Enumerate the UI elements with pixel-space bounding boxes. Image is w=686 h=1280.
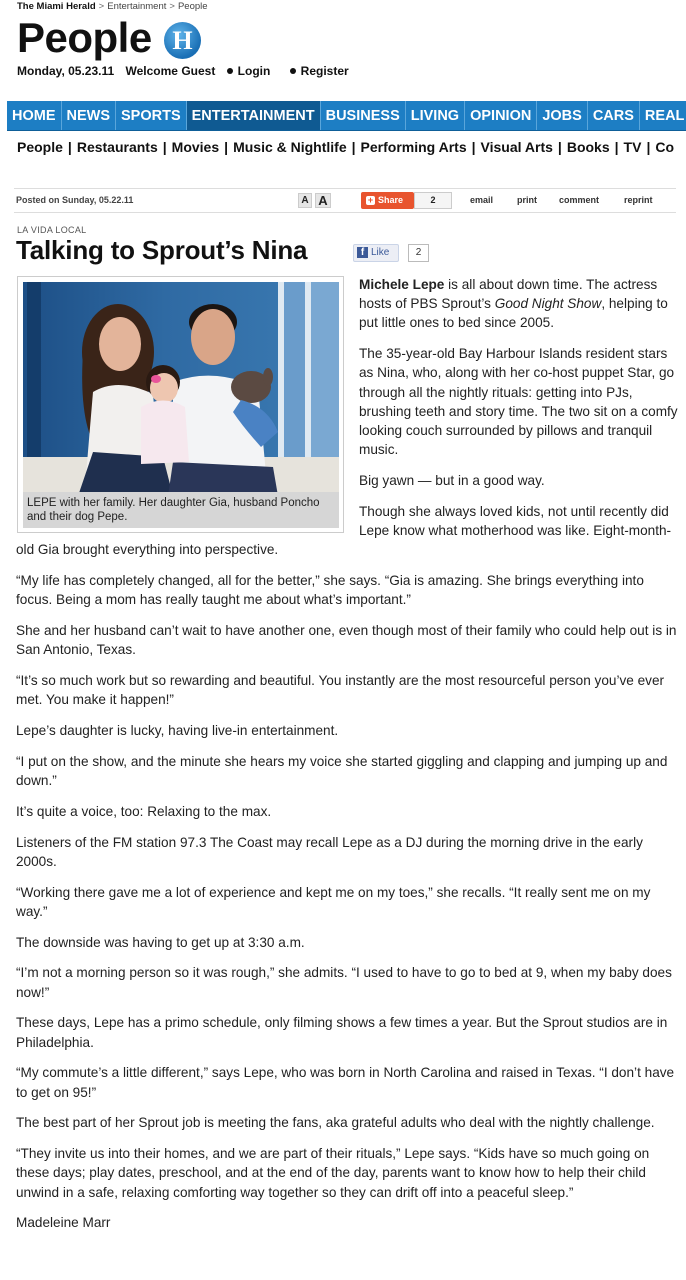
article-paragraph: The downside was having to get up at 3:30 a.m.: [16, 934, 305, 950]
subnav-restaurants[interactable]: Restaurants: [76, 139, 158, 155]
subnav-divider: |: [162, 139, 167, 155]
subnav-books[interactable]: Books: [566, 139, 610, 155]
article-paragraph: “I put on the show, and the minute she hears my voice she started giggling and clapping and jumping up and down.”: [16, 753, 668, 789]
article-paragraph: Though she always loved kids, not until recently did Lepe know what motherhood was like. Eight-month-old Gia brought everything into perspective.: [16, 503, 672, 558]
article-paragraph: “I’m not a morning person so it was rough,” she admits. “I used to have to go to bed at 9, when my baby does now!”: [16, 965, 672, 1000]
nav-news[interactable]: NEWS: [62, 101, 117, 130]
subnav-divider: |: [646, 139, 651, 155]
article-paragraph: “It’s so much work but so rewarding and beautiful. You instantly are the most resourceful person you’ve ever met. You make it happen!”: [16, 673, 665, 708]
article-paragraph: The best part of her Sprout job is meeting the fans, aka grateful adults who deal with the nightly challenge.: [16, 1115, 655, 1131]
subnav-divider: |: [471, 139, 476, 155]
article-paragraph: “Working there gave me a lot of experience and kept me on my toes,” she recalls. “It really sent me on my way.”: [16, 884, 651, 919]
breadcrumb-people-link[interactable]: People: [177, 1, 208, 12]
nav-home[interactable]: HOME: [7, 101, 62, 130]
nav-opinion[interactable]: OPINION: [465, 101, 537, 130]
article-paragraph: “My life has completely changed, all for the better,” she says. “Gia is amazing. She brings everything into focus. Being a mom has really taught me about what’s important.”: [16, 573, 644, 608]
share-button[interactable]: [361, 192, 414, 209]
article-paragraph: She and her husband can’t wait to have another one, even though most of their family who could help out is in San Antonio, Texas.: [16, 623, 677, 658]
article-paragraph: Lepe’s daughter is lucky, having live-in entertainment.: [16, 723, 339, 739]
subnav-divider: |: [614, 139, 619, 155]
share-count: 2: [414, 192, 452, 209]
sub-nav: [17, 139, 674, 155]
subnav-divider: |: [557, 139, 562, 155]
article-byline: Madeleine Marr: [16, 1215, 111, 1231]
nav-living[interactable]: LIVING: [406, 101, 465, 130]
subnav-people[interactable]: People: [17, 139, 63, 155]
subnav-movies[interactable]: Movies: [171, 139, 220, 155]
posted-date: Posted on Sunday, 05.22.11: [16, 195, 134, 205]
article-paragraph: Listeners of the FM station 97.3 The Coast may recall Lepe as a DJ during the morning drive in the early 2000s.: [16, 834, 643, 869]
nav-real-estate[interactable]: REAL: [640, 101, 686, 130]
article-kicker: LA VIDA LOCAL: [17, 225, 87, 235]
article-toolbar: [14, 188, 676, 213]
font-smaller-button[interactable]: A: [298, 193, 312, 208]
article-paragraph: “They invite us into their homes, and we are part of their rituals,” Lepe says. “Kids have so much going on these days; play dates, preschool, and at the end of the day, parents want to know how to help their child unwind in a safe, relaxing comforting way together so they can drift off into a peaceful sleep.”: [16, 1146, 650, 1200]
nav-sports[interactable]: SPORTS: [116, 101, 187, 130]
family-photo[interactable]: [23, 282, 339, 496]
login-link[interactable]: Login: [237, 64, 271, 78]
subnav-performing-arts[interactable]: Performing Arts: [360, 139, 467, 155]
subnav-divider: |: [67, 139, 72, 155]
subnav-music-nightlife[interactable]: Music & Nightlife: [233, 139, 347, 155]
section-title: People: [17, 14, 152, 61]
plus-icon: +: [367, 195, 374, 205]
lead-text: , helping to put little ones to bed since 2005.: [359, 296, 668, 331]
article-paragraph: It’s quite a voice, too: Relaxing to the max.: [16, 803, 272, 819]
facebook-like-button[interactable]: [353, 244, 399, 262]
subnav-tv[interactable]: TV: [623, 139, 642, 155]
subnav-divider: |: [351, 139, 356, 155]
current-date: Monday, 05.23.11: [17, 64, 115, 78]
comment-link[interactable]: comment: [559, 195, 600, 205]
article-paragraph: The 35-year-old Bay Harbour Islands resident stars as Nina, who, along with her co-host puppet Star, go through all the nightly rituals: getting into PJs, brushing teeth and story time. The two sit on a comfy looking couch surrounded by pillows and tranquil music.: [359, 346, 678, 458]
register-link[interactable]: Register: [300, 64, 349, 78]
subnav-visual-arts[interactable]: Visual Arts: [480, 139, 553, 155]
breadcrumb-brand-link[interactable]: The Miami Herald: [17, 1, 96, 12]
breadcrumb-separator: >: [169, 1, 175, 12]
lead-name: Michele Lepe: [359, 277, 445, 292]
welcome-text: Welcome Guest: [125, 64, 216, 78]
breadcrumb: [17, 1, 208, 12]
font-larger-button[interactable]: A: [315, 193, 331, 208]
photo-caption: LEPE with her family. Her daughter Gia, husband Poncho and their dog Pepe.: [23, 492, 339, 528]
subnav-overflow[interactable]: Co: [655, 139, 675, 155]
photo-box: [17, 276, 344, 533]
main-nav: [7, 101, 686, 131]
facebook-like-label: Like: [371, 247, 390, 258]
article-headline: Talking to Sprout’s Nina: [16, 235, 308, 265]
article-paragraph: Big yawn — but in a good way.: [359, 473, 545, 489]
facebook-icon: f: [357, 247, 368, 258]
article-paragraph: “My commute’s a little different,” says Lepe, who was born in North Carolina and raised in Texas. “I don’t have to get on 95!”: [16, 1065, 675, 1100]
breadcrumb-entertainment-link[interactable]: Entertainment: [107, 1, 167, 12]
share-label: Share: [378, 195, 404, 205]
breadcrumb-separator: >: [98, 1, 105, 12]
nav-jobs[interactable]: JOBS: [537, 101, 588, 130]
show-title: Good Night Show: [494, 296, 602, 312]
family-photo-illustration: [23, 282, 339, 496]
print-link[interactable]: print: [517, 195, 537, 205]
nav-cars[interactable]: CARS: [588, 101, 640, 130]
reprint-link[interactable]: reprint: [624, 195, 653, 205]
bullet-icon: [227, 68, 233, 74]
lead-text: is all about down time. The actress hosts of PBS Sprout’s: [359, 277, 658, 312]
email-link[interactable]: email: [470, 195, 494, 205]
subnav-divider: |: [224, 139, 229, 155]
article-paragraph: These days, Lepe has a primo schedule, only filming shows a few times a year. But the Sprout studios are in Philadelphia.: [16, 1015, 668, 1050]
user-bar: [17, 64, 365, 78]
herald-logo-icon[interactable]: H: [164, 22, 201, 59]
bullet-icon: [290, 68, 296, 74]
nav-entertainment[interactable]: ENTERTAINMENT: [187, 101, 321, 130]
facebook-like-count: 2: [408, 244, 429, 262]
nav-business[interactable]: BUSINESS: [321, 101, 406, 130]
